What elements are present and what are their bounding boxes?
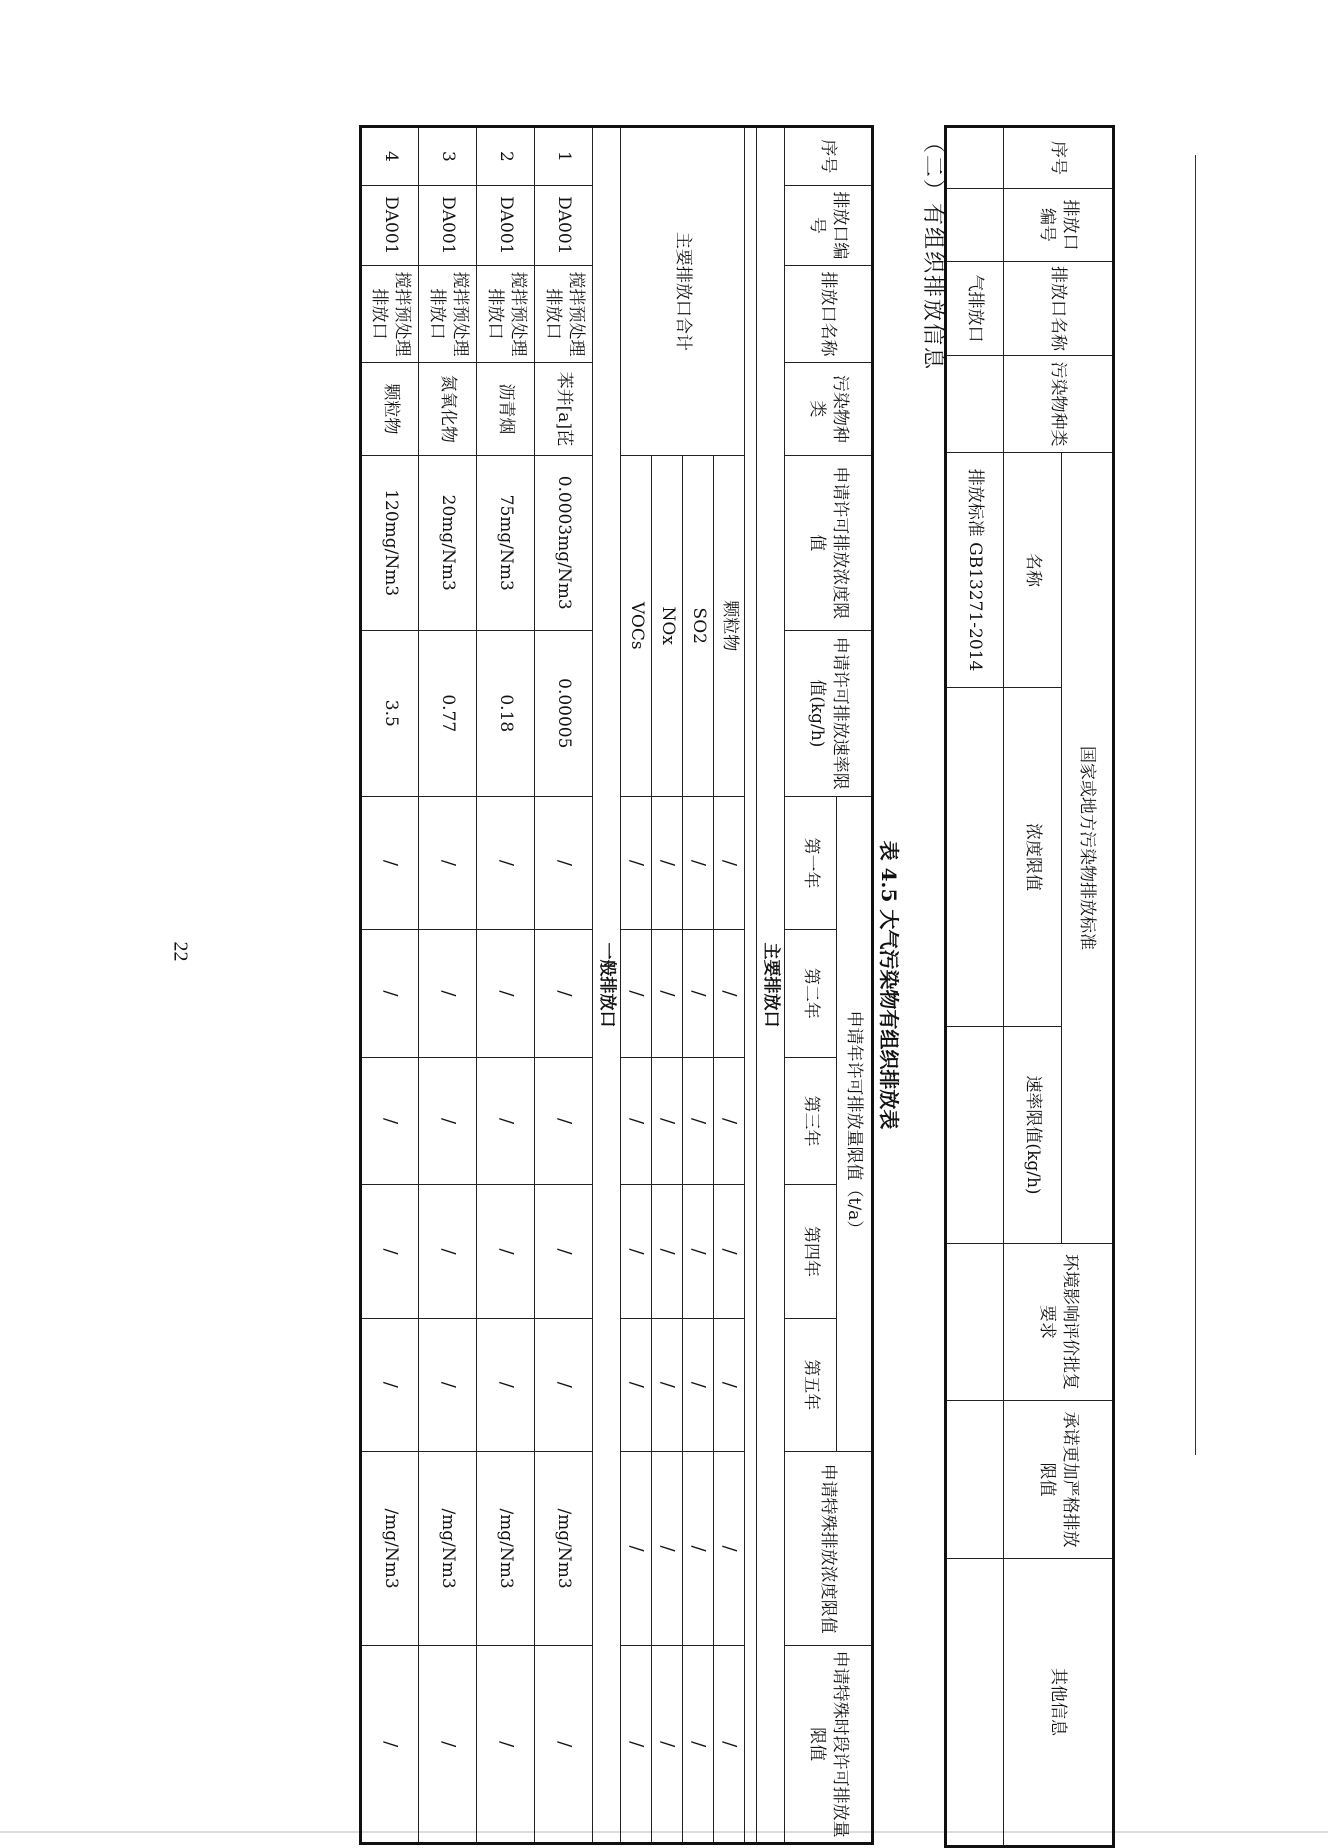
main-total-y5: / bbox=[621, 1318, 652, 1451]
main-total-special-period: / bbox=[683, 1646, 714, 1844]
section-title: （二）有组织排放信息 bbox=[920, 131, 945, 372]
general-seq: 4 bbox=[361, 127, 419, 186]
general-rate: 0.00005 bbox=[535, 630, 593, 796]
t1-cell-std-conc bbox=[946, 688, 1004, 1027]
general-y1: / bbox=[477, 796, 535, 929]
main-total-y5: / bbox=[652, 1318, 683, 1451]
general-y3: / bbox=[419, 1057, 477, 1185]
t1-header-outlet-code: 排放口编号 bbox=[1004, 189, 1114, 262]
table-caption: 表 4.5 大气污染物有组织排放表 bbox=[877, 840, 901, 1130]
rotated-content bbox=[215, 125, 1115, 1845]
general-y4: / bbox=[361, 1185, 419, 1318]
page-margin-rule bbox=[1195, 155, 1196, 1455]
main-total-special-conc: / bbox=[621, 1451, 652, 1645]
standards-table bbox=[944, 125, 1115, 1848]
general-row bbox=[477, 127, 535, 1844]
main-total-y5: / bbox=[683, 1318, 714, 1451]
t2-header-conc: 申请许可排放浓度限值 bbox=[785, 455, 873, 630]
main-total-pollutant: NOx bbox=[652, 455, 683, 796]
t2-header-year-4: 第四年 bbox=[785, 1185, 837, 1318]
t1-header-std-conc: 浓度限值 bbox=[1004, 688, 1062, 1027]
general-outlet-code: DA001 bbox=[535, 185, 593, 265]
general-y2: / bbox=[535, 930, 593, 1058]
general-pollutant: 沥青烟 bbox=[477, 363, 535, 456]
main-total-y4: / bbox=[683, 1185, 714, 1318]
emission-table bbox=[359, 125, 874, 1845]
main-total-y3: / bbox=[714, 1057, 745, 1185]
general-y5: / bbox=[419, 1318, 477, 1451]
t2-header-year-3: 第三年 bbox=[785, 1057, 837, 1185]
t1-header-outlet-name: 排放口名称 bbox=[1004, 262, 1114, 356]
main-total-pollutant: SO2 bbox=[683, 455, 714, 796]
standards-table-wrap bbox=[944, 125, 1115, 1845]
t1-row bbox=[946, 127, 1004, 1847]
main-total-special-period: / bbox=[652, 1646, 683, 1844]
main-total-y1: / bbox=[621, 796, 652, 929]
main-total-special-conc: / bbox=[683, 1451, 714, 1645]
t1-header-std-name: 名称 bbox=[1004, 453, 1062, 688]
general-seq: 1 bbox=[535, 127, 593, 186]
emission-table-wrap bbox=[359, 125, 874, 1845]
general-row bbox=[419, 127, 477, 1844]
general-special-conc: /mg/Nm3 bbox=[361, 1451, 419, 1645]
general-conc: 0.0003mg/Nm3 bbox=[535, 455, 593, 630]
general-special-period: / bbox=[535, 1646, 593, 1844]
general-y2: / bbox=[477, 930, 535, 1058]
main-total-y1: / bbox=[683, 796, 714, 929]
general-conc: 120mg/Nm3 bbox=[361, 455, 419, 630]
main-total-y3: / bbox=[652, 1057, 683, 1185]
t2-header-seq: 序号 bbox=[785, 127, 873, 186]
main-total-y3: / bbox=[683, 1057, 714, 1185]
general-special-period: / bbox=[361, 1646, 419, 1844]
general-y5: / bbox=[361, 1318, 419, 1451]
t1-cell-other bbox=[946, 1559, 1004, 1847]
main-total-y3: / bbox=[621, 1057, 652, 1185]
general-y5: / bbox=[477, 1318, 535, 1451]
main-total-special-conc: / bbox=[714, 1451, 745, 1645]
general-pollutant: 氮氧化物 bbox=[419, 363, 477, 456]
general-y3: / bbox=[477, 1057, 535, 1185]
general-outlet-name: 搅拌预处理排放口 bbox=[477, 265, 535, 362]
general-special-conc: /mg/Nm3 bbox=[535, 1451, 593, 1645]
general-rate: 0.18 bbox=[477, 630, 535, 796]
general-y4: / bbox=[477, 1185, 535, 1318]
general-y3: / bbox=[535, 1057, 593, 1185]
general-outlet-code: DA001 bbox=[361, 185, 419, 265]
t1-header-eia: 环境影响评价批复要求 bbox=[1004, 1244, 1114, 1401]
general-conc: 75mg/Nm3 bbox=[477, 455, 535, 630]
main-total-special-period: / bbox=[714, 1646, 745, 1844]
general-y1: / bbox=[535, 796, 593, 929]
general-seq: 3 bbox=[419, 127, 477, 186]
general-y4: / bbox=[419, 1185, 477, 1318]
main-outlet-section-label: 主要排放口 bbox=[757, 127, 785, 1844]
general-y2: / bbox=[361, 930, 419, 1058]
general-outlet-name: 搅拌预处理排放口 bbox=[535, 265, 593, 362]
t1-cell-outlet-code bbox=[946, 189, 1004, 262]
main-total-special-conc: / bbox=[652, 1451, 683, 1645]
general-y4: / bbox=[535, 1185, 593, 1318]
t1-cell-std-rate bbox=[946, 1027, 1004, 1244]
general-pollutant: 苯并[a]芘 bbox=[535, 363, 593, 456]
general-outlet-name: 搅拌预处理排放口 bbox=[419, 265, 477, 362]
t2-header-pollutant: 污染物种类 bbox=[785, 363, 873, 456]
general-rate: 0.77 bbox=[419, 630, 477, 796]
general-outlet-section-label: 一般排放口 bbox=[593, 127, 621, 1844]
t1-header-std-rate: 速率限值(kg/h) bbox=[1004, 1027, 1062, 1244]
general-row bbox=[361, 127, 419, 1844]
general-outlet-code: DA001 bbox=[477, 185, 535, 265]
page-number: 22 bbox=[169, 941, 192, 962]
main-total-y4: / bbox=[621, 1185, 652, 1318]
main-total-y1: / bbox=[652, 796, 683, 929]
main-total-pollutant: VOCs bbox=[621, 455, 652, 796]
general-special-conc: /mg/Nm3 bbox=[477, 1451, 535, 1645]
general-y3: / bbox=[361, 1057, 419, 1185]
t2-header-special-period: 申请特殊时段许可排放量限值 bbox=[785, 1646, 873, 1844]
main-total-y2: / bbox=[714, 930, 745, 1058]
main-total-special-period: / bbox=[621, 1646, 652, 1844]
t2-header-outlet-name: 排放口名称 bbox=[785, 265, 873, 362]
general-special-period: / bbox=[477, 1646, 535, 1844]
general-y5: / bbox=[535, 1318, 593, 1451]
general-outlet-name: 搅拌预处理排放口 bbox=[361, 265, 419, 362]
general-pollutant: 颗粒物 bbox=[361, 363, 419, 456]
t2-header-year-1: 第一年 bbox=[785, 796, 837, 929]
main-total-row bbox=[714, 127, 745, 1844]
general-y1: / bbox=[419, 796, 477, 929]
t1-cell-commit bbox=[946, 1401, 1004, 1559]
main-total-label: 主要排放口合计 bbox=[621, 127, 745, 456]
main-total-y4: / bbox=[652, 1185, 683, 1318]
main-total-y2: / bbox=[683, 930, 714, 1058]
general-row bbox=[535, 127, 593, 1844]
main-outlet-spacer-row bbox=[745, 127, 757, 1844]
t2-header-year-5: 第五年 bbox=[785, 1318, 837, 1451]
t2-header-rate: 申请许可排放速率限值(kg/h) bbox=[785, 630, 873, 796]
general-rate: 3.5 bbox=[361, 630, 419, 796]
t1-cell-pollutant bbox=[946, 356, 1004, 453]
main-total-y5: / bbox=[714, 1318, 745, 1451]
general-special-period: / bbox=[419, 1646, 477, 1844]
main-total-pollutant: 颗粒物 bbox=[714, 455, 745, 796]
general-conc: 20mg/Nm3 bbox=[419, 455, 477, 630]
t1-cell-std-name: 排放标准 GB13271-2014 bbox=[946, 453, 1004, 688]
t2-header-annual: 申请年许可排放量限值（t/a） bbox=[837, 796, 873, 1451]
t1-header-pollutant: 污染物种类 bbox=[1004, 356, 1114, 453]
t1-header-other: 其他信息 bbox=[1004, 1559, 1114, 1847]
t1-cell-outlet-name: 气排放口 bbox=[946, 262, 1004, 356]
t1-cell-eia bbox=[946, 1244, 1004, 1401]
general-seq: 2 bbox=[477, 127, 535, 186]
main-total-y2: / bbox=[652, 930, 683, 1058]
t1-header-commit: 承诺更加严格排放限值 bbox=[1004, 1401, 1114, 1559]
main-total-y1: / bbox=[714, 796, 745, 929]
t1-cell-seq bbox=[946, 127, 1004, 189]
general-y1: / bbox=[361, 796, 419, 929]
main-total-y2: / bbox=[621, 930, 652, 1058]
main-total-y4: / bbox=[714, 1185, 745, 1318]
t2-header-year-2: 第二年 bbox=[785, 930, 837, 1058]
t2-header-special-conc: 申请特殊排放浓度限值 bbox=[785, 1451, 873, 1645]
t2-header-outlet-code: 排放口编号 bbox=[785, 185, 873, 265]
general-special-conc: /mg/Nm3 bbox=[419, 1451, 477, 1645]
t1-header-seq: 序号 bbox=[1004, 127, 1114, 189]
general-y2: / bbox=[419, 930, 477, 1058]
general-outlet-code: DA001 bbox=[419, 185, 477, 265]
t1-header-std-group: 国家或地方污染物排放标准 bbox=[1062, 453, 1114, 1244]
